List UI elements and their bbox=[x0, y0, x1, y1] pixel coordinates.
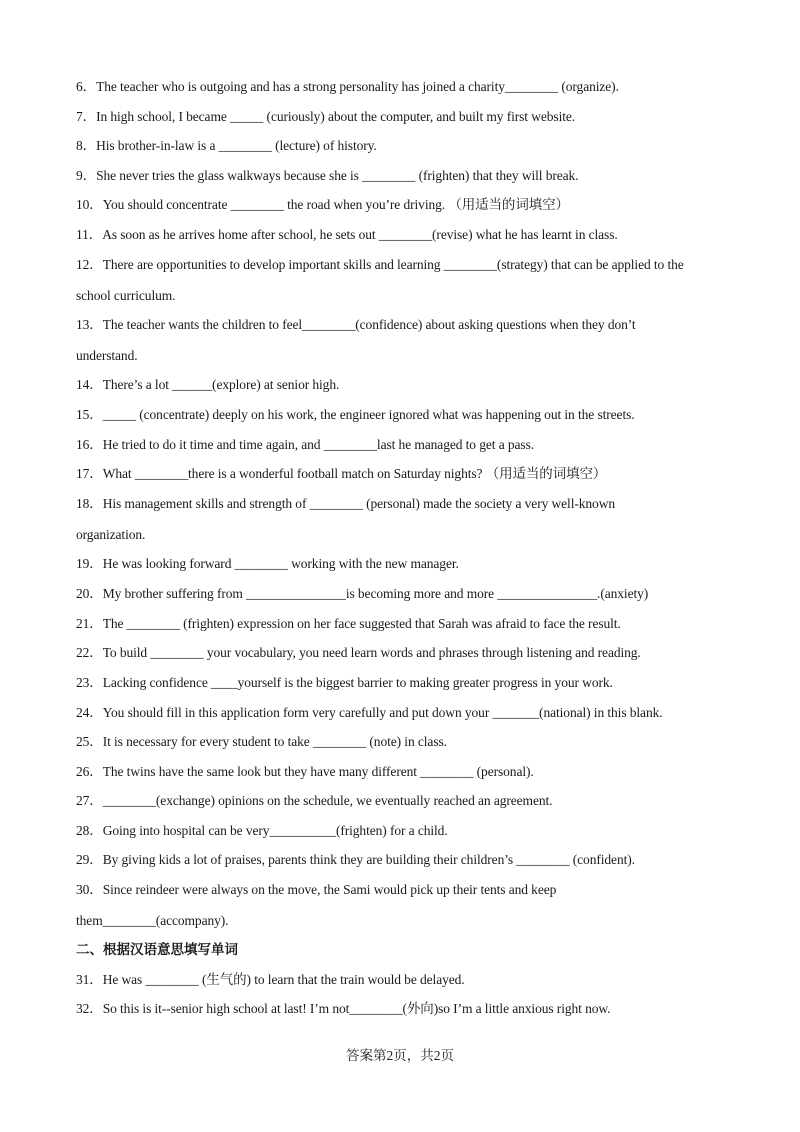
question-number: 13． bbox=[76, 317, 103, 332]
question-7 bbox=[76, 107, 575, 127]
question-number: 14． bbox=[76, 377, 103, 392]
question-13 bbox=[76, 315, 636, 335]
question-text: What ________there is a wonderful football match on Saturday nights? （用适当的词填空） bbox=[102, 466, 607, 481]
question-19 bbox=[76, 554, 459, 574]
question-text: He was looking forward ________ working with the new manager. bbox=[102, 556, 459, 571]
question-number: 19． bbox=[76, 556, 103, 571]
question-text: The twins have the same look but they have many different ________ (personal). bbox=[102, 764, 534, 779]
question-number: 23． bbox=[76, 675, 103, 690]
question-12-continued: school curriculum. bbox=[76, 288, 176, 303]
question-text: His brother-in-law is a ________ (lecture) of history. bbox=[96, 138, 377, 153]
question-32 bbox=[76, 999, 610, 1019]
question-13-continued: understand. bbox=[76, 348, 138, 363]
question-18 bbox=[76, 494, 615, 514]
question-26 bbox=[76, 762, 534, 782]
question-number: 17． bbox=[76, 466, 103, 481]
question-10 bbox=[76, 195, 569, 215]
question-text: Going into hospital can be very__________(frighten) for a child. bbox=[102, 823, 448, 838]
question-text: The teacher who is outgoing and has a strong personality has joined a charity________ (organize). bbox=[96, 79, 619, 94]
question-17 bbox=[76, 464, 606, 484]
page-footer: 答案第2页，共2页 bbox=[346, 1048, 454, 1063]
question-text: He tried to do it time and time again, and ________last he managed to get a pass. bbox=[102, 437, 534, 452]
question-number: 22． bbox=[76, 645, 103, 660]
question-text: In high school, I became _____ (curiously) about the computer, and built my first website. bbox=[96, 109, 576, 124]
question-24 bbox=[76, 703, 663, 723]
question-23 bbox=[76, 673, 613, 693]
question-number: 30． bbox=[76, 882, 103, 897]
question-30 bbox=[76, 880, 556, 900]
question-number: 9． bbox=[76, 168, 97, 183]
question-15 bbox=[76, 405, 635, 425]
question-14 bbox=[76, 375, 339, 395]
question-number: 20． bbox=[76, 586, 103, 601]
question-number: 6． bbox=[76, 79, 97, 94]
question-number: 21． bbox=[76, 616, 103, 631]
question-12 bbox=[76, 255, 684, 275]
question-29 bbox=[76, 850, 635, 870]
question-text: There are opportunities to develop important skills and learning ________(strategy) that can be applied to the bbox=[102, 257, 684, 272]
question-9 bbox=[76, 166, 578, 186]
question-number: 12． bbox=[76, 257, 103, 272]
question-number: 7． bbox=[76, 109, 97, 124]
question-text: By giving kids a lot of praises, parents think they are building their children’s ________ (confident). bbox=[102, 852, 635, 867]
question-text: My brother suffering from _______________is becoming more and more _______________.(anxiety) bbox=[102, 586, 649, 601]
question-31 bbox=[76, 970, 465, 990]
question-21 bbox=[76, 614, 621, 634]
question-text: She never tries the glass walkways because she is ________ (frighten) that they will break. bbox=[96, 168, 579, 183]
question-text: You should fill in this application form very carefully and put down your _______(national) in this blank. bbox=[102, 705, 663, 720]
question-number: 25． bbox=[76, 734, 103, 749]
question-28 bbox=[76, 821, 448, 841]
question-8 bbox=[76, 136, 377, 156]
question-number: 11． bbox=[76, 227, 103, 242]
question-number: 18． bbox=[76, 496, 103, 511]
question-25 bbox=[76, 732, 447, 752]
question-text: There’s a lot ______(explore) at senior high. bbox=[102, 377, 340, 392]
question-27 bbox=[76, 791, 552, 811]
question-22 bbox=[76, 643, 641, 663]
question-text: As soon as he arrives home after school, he sets out ________(revise) what he has learnt in class. bbox=[102, 227, 618, 242]
question-text: To build ________ your vocabulary, you need learn words and phrases through listening and reading. bbox=[102, 645, 641, 660]
question-number: 24． bbox=[76, 705, 103, 720]
question-number: 29． bbox=[76, 852, 103, 867]
question-text: _____ (concentrate) deeply on his work, the engineer ignored what was happening out in the streets. bbox=[102, 407, 635, 422]
question-number: 32． bbox=[76, 1001, 103, 1016]
question-16 bbox=[76, 435, 534, 455]
question-18-continued: organization. bbox=[76, 527, 146, 542]
question-text: His management skills and strength of ________ (personal) made the society a very well-known bbox=[102, 496, 616, 511]
question-text: He was ________ (生气的) to learn that the train would be delayed. bbox=[102, 972, 465, 987]
question-number: 27． bbox=[76, 793, 103, 808]
question-number: 28． bbox=[76, 823, 103, 838]
question-text: So this is it--senior high school at last! I’m not________(外向)so I’m a little anxious right now. bbox=[102, 1001, 611, 1016]
question-text: The teacher wants the children to feel________(confidence) about asking questions when they don’t bbox=[102, 317, 636, 332]
question-text: Lacking confidence ____yourself is the biggest barrier to making greater progress in your work. bbox=[102, 675, 613, 690]
section-heading: 二、根据汉语意思填写单词 bbox=[76, 942, 238, 958]
question-number: 8． bbox=[76, 138, 97, 153]
question-30-continued: them________(accompany). bbox=[76, 913, 229, 928]
question-number: 31． bbox=[76, 972, 103, 987]
question-number: 15． bbox=[76, 407, 103, 422]
question-number: 26． bbox=[76, 764, 103, 779]
question-number: 16． bbox=[76, 437, 103, 452]
question-20 bbox=[76, 584, 648, 604]
question-text: It is necessary for every student to take ________ (note) in class. bbox=[102, 734, 447, 749]
question-text: Since reindeer were always on the move, the Sami would pick up their tents and keep bbox=[102, 882, 557, 897]
question-6 bbox=[76, 77, 619, 97]
question-11 bbox=[76, 225, 618, 245]
question-text: You should concentrate ________ the road when you’re driving. （用适当的词填空） bbox=[102, 197, 569, 212]
question-number: 10． bbox=[76, 197, 103, 212]
question-text: ________(exchange) opinions on the schedule, we eventually reached an agreement. bbox=[102, 793, 553, 808]
question-text: The ________ (frighten) expression on her face suggested that Sarah was afraid to face the result. bbox=[102, 616, 621, 631]
